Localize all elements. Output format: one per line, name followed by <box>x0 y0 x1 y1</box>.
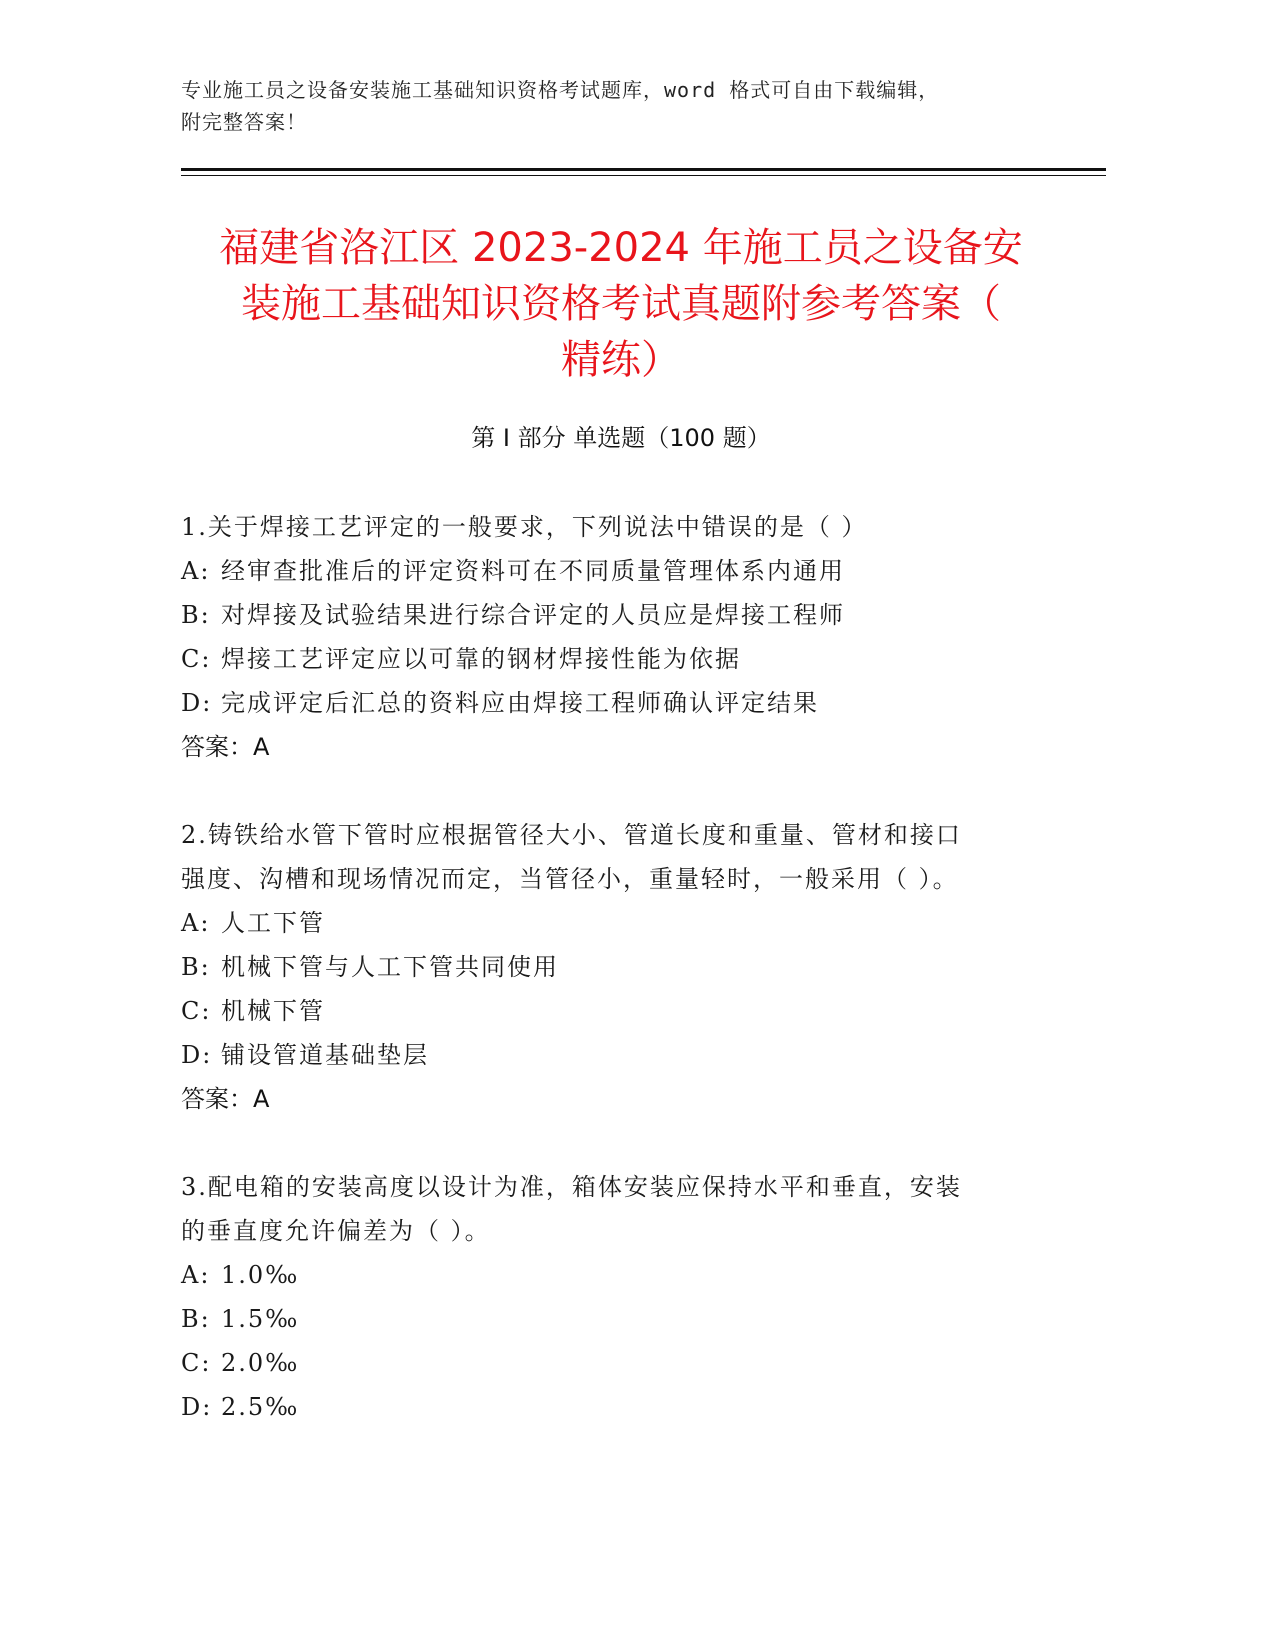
question-2 <box>181 813 1041 1121</box>
question-stem: 强度、沟槽和现场情况而定，当管径小，重量轻时，一般采用（ ）。 <box>181 865 959 893</box>
option-text: 1.5‰ <box>221 1305 300 1333</box>
document-title-line: 福建省洛江区 2023-2024 年施工员之设备安 <box>219 225 1023 271</box>
option-letter: C: <box>181 997 212 1025</box>
option-c <box>181 637 1041 681</box>
header-note-line: 附完整答案！ <box>181 110 307 134</box>
option-letter: B: <box>181 953 211 981</box>
answer-line: 答案：A <box>181 733 270 761</box>
option-text: 机械下管与人工下管共同使用 <box>221 953 559 981</box>
option-letter: D: <box>181 1041 213 1069</box>
option-text: 焊接工艺评定应以可靠的钢材焊接性能为依据 <box>221 645 741 673</box>
question-stem: 1.关于焊接工艺评定的一般要求，下列说法中错误的是（ ） <box>181 513 868 541</box>
option-a <box>181 549 1041 593</box>
option-letter: D: <box>181 689 213 717</box>
header-rule-thick <box>181 168 1106 171</box>
question-1 <box>181 505 1041 769</box>
option-c <box>181 1341 1041 1385</box>
option-letter: A: <box>181 557 211 585</box>
question-list <box>181 505 1041 1473</box>
option-text: 2.5‰ <box>221 1393 300 1421</box>
option-text: 2.0‰ <box>221 1349 300 1377</box>
option-text: 1.0‰ <box>221 1261 300 1289</box>
question-3 <box>181 1165 1041 1429</box>
document-title <box>181 220 1061 388</box>
option-b <box>181 1297 1041 1341</box>
header-note <box>181 74 1061 138</box>
option-text: 经审查批准后的评定资料可在不同质量管理体系内通用 <box>221 557 845 585</box>
document-title-line: 装施工基础知识资格考试真题附参考答案（ <box>241 281 1001 327</box>
option-text: 人工下管 <box>221 909 325 937</box>
option-b <box>181 945 1041 989</box>
option-letter: B: <box>181 601 211 629</box>
header-note-line: 专业施工员之设备安装施工基础知识资格考试题库，word 格式可自由下载编辑， <box>181 78 940 102</box>
option-text: 完成评定后汇总的资料应由焊接工程师确认评定结果 <box>221 689 819 717</box>
option-letter: C: <box>181 1349 212 1377</box>
option-letter: A: <box>181 1261 211 1289</box>
answer-line: 答案：A <box>181 1085 270 1113</box>
option-text: 机械下管 <box>221 997 325 1025</box>
option-d <box>181 1385 1041 1429</box>
option-a <box>181 1253 1041 1297</box>
option-b <box>181 593 1041 637</box>
question-stem: 3.配电箱的安装高度以设计为准，箱体安装应保持水平和垂直，安装 <box>181 1173 962 1201</box>
option-d <box>181 681 1041 725</box>
option-letter: C: <box>181 645 212 673</box>
question-stem: 的垂直度允许偏差为（ ）。 <box>181 1217 491 1245</box>
option-text: 对焊接及试验结果进行综合评定的人员应是焊接工程师 <box>221 601 845 629</box>
header-rule-thin <box>181 175 1106 176</box>
option-letter: B: <box>181 1305 211 1333</box>
document-title-line: 精练） <box>561 337 681 383</box>
option-letter: A: <box>181 909 211 937</box>
option-c <box>181 989 1041 1033</box>
question-stem: 2.铸铁给水管下管时应根据管径大小、管道长度和重量、管材和接口 <box>181 821 962 849</box>
option-text: 铺设管道基础垫层 <box>221 1041 429 1069</box>
option-letter: D: <box>181 1393 213 1421</box>
section-title: 第 I 部分 单选题（100 题） <box>471 424 771 452</box>
option-a <box>181 901 1041 945</box>
option-d <box>181 1033 1041 1077</box>
